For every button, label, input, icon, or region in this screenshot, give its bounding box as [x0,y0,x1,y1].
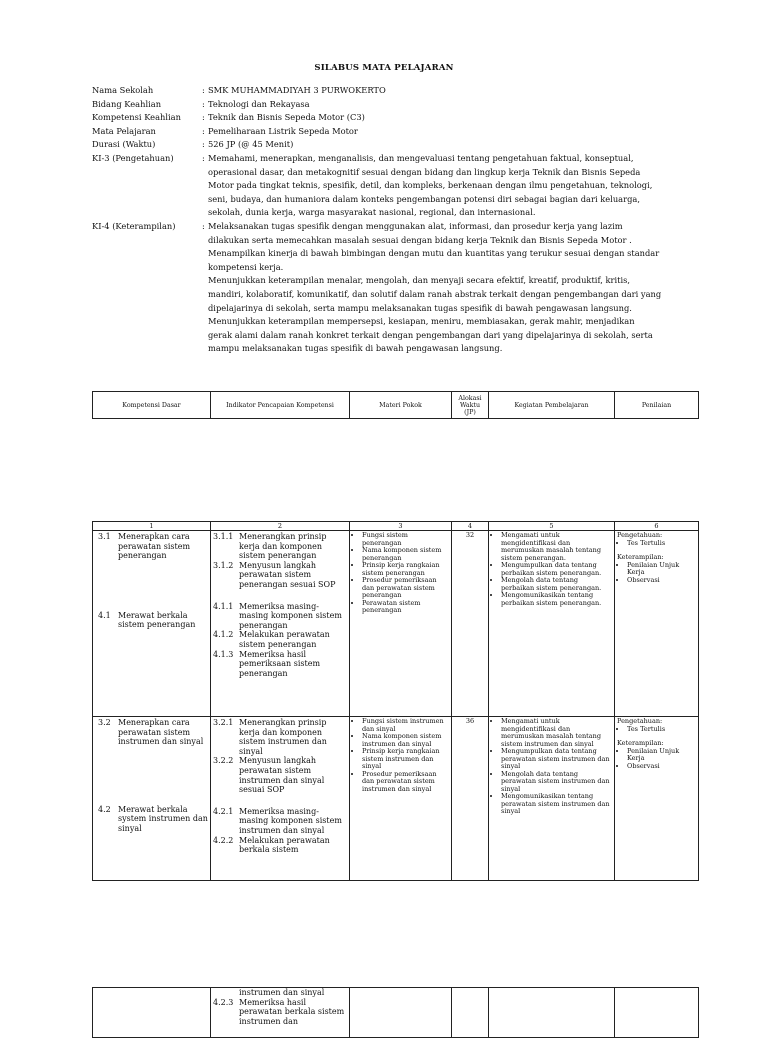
syllabus-table [92,521,699,881]
kd-item: 4.1 Merawat berkala sistem penerangan [98,610,196,630]
indicator-item: 3.1.2 Menyusun langkah perawatan sistem penerangan sesuai SOP [213,560,336,589]
info-row-ki3: KI-3 (Pengetahuan) : Memahami, menerapkan, menganalisis, dan mengevaluasi tentang pengetahuan faktual, konseptual, operasional dasar, dan metakognitif sesuai dengan bidang dan lingkup kerja Teknik dan Bisnis Sepeda Motor pada tingkat teknis, spesifik, detil, dan kompleks, berkenaan dengan ilmu pengetahuan, teknologi, seni, budaya, dan humaniora dalam konteks pengembangan potensi diri sebagai bagian dari keluarga, sekolah, dunia kerja, warga masyarakat nasional, regional, dan internasional. [92,152,702,220]
page-title: SILABUS MATA PELAJARAN [314,63,454,73]
indicator-item: 4.2.3 Memeriksa hasil perawatan berkala sistem instrumen dan [213,997,345,1026]
info-block [92,84,702,356]
kegiatan-list: • Mengamati untuk mengidentifikasi dan merumuskan masalah tentang sistem instrumen dan sinyal • Mengumpulkan data tentang perawatan sistem instrumen dan sinyal • Mengolah data tentang perawatan sistem instrumen dan sinyal • Mengomunikasikan tentang perawatan sistem instrumen dan sinyal [491,718,612,816]
info-row-field: Bidang Keahlian : Teknologi dan Rekayasa [92,98,310,109]
indicator-item: 4.2.2 Melakukan perawatan berkala sistem [213,835,330,855]
column-number-row: 1 2 3 4 5 6 [93,522,699,531]
col-header-alokasi: Alokasi Waktu (JP) [452,392,489,419]
continuation-table [92,987,699,1038]
info-row-school: Nama Sekolah : SMK MUHAMMADIYAH 3 PURWOKERTO [92,85,386,95]
info-row-competency: Kompetensi Keahlian : Teknik dan Bisnis Sepeda Motor (C3) [92,112,365,123]
materi-list: • Fungsi sistem penerangan • Nama komponen sistem penerangan • Prinsip kerja rangkaian sistem penerangan • Prosedur pemeriksaan dan perawatan sistem penerangan • Perawatan sistem penerangan [352,532,449,615]
col-header-indikator: Indikator Pencapaian Kompetensi [211,392,350,419]
col-header-materi: Materi Pokok [350,392,452,419]
table-row [93,531,699,717]
alokasi-value: 36 [452,717,489,881]
indicator-item: 3.2.1 Menerangkan prinsip kerja dan komponen sistem instrumen dan sinyal [213,718,327,756]
table-row [93,717,699,881]
penilaian-cell: Pengetahuan: • Tes Tertulis Keterampilan: • Penilaian Unjuk Kerja • Observasi [615,531,699,717]
col-header-kegiatan: Kegiatan Pembelajaran [489,392,615,419]
alokasi-value: 32 [452,531,489,717]
penilaian-cell: Pengetahuan: • Tes Tertulis Keterampilan: • Penilaian Unjuk Kerja • Observasi [615,717,699,881]
indicator-item: 4.1.3 Memeriksa hasil pemeriksaan sistem penerangan [213,649,321,678]
indicator-item: 4.1.1 Memeriksa masing-masing komponen sistem penerangan [213,601,342,630]
ki3-text: Memahami, menerapkan, menganalisis, dan mengevaluasi tentang pengetahuan faktual, konseptual, operasional dasar, dan metakognitif sesuai dengan bidang dan lingkup kerja Teknik dan Bisnis Sepeda Motor pada tingkat teknis, spesifik, detil, dan kompleks, berkenaan dengan ilmu pengetahuan, teknologi, seni, budaya, dan humaniora dalam konteks pengembangan potensi diri sebagai bagian dari keluarga, sekolah, dunia kerja, warga masyarakat nasional, regional, dan internasional. [208,152,653,218]
table-row [93,988,699,1038]
kd-item: 3.2 Menerapkan cara perawatan sistem instrumen dan sinyal [98,718,204,747]
col-header-penilaian: Penilaian [615,392,699,419]
info-row-duration: Durasi (Waktu) : 526 JP (@ 45 Menit) [92,139,294,150]
kd-item: 3.1 Menerapkan cara perawatan sistem penerangan [98,532,191,561]
kd-item: 4.2 Merawat berkala system instrumen dan sinyal [98,804,208,833]
indicator-item: 3.1.1 Menerangkan prinsip kerja dan komponen sistem penerangan [213,532,327,561]
kegiatan-list: • Mengamati untuk mengidentifikasi dan merumuskan masalah tentang sistem penerangan. • Mengumpulkan data tentang perbaikan sistem penerangan. • Mengolah data tentang perbaikan sistem penerangan. • Mengomunikasikan tentang perbaikan sistem penerangan. [491,532,612,607]
indicator-item: instrumen dan sinyal [239,988,325,997]
indicator-item: 3.2.2 Menyusun langkah perawatan sistem instrumen dan sinyal sesuai SOP [213,756,325,795]
info-row-ki4: KI-4 (Keterampilan) : Melaksanakan tugas spesifik dengan menggunakan alat, informasi, dan prosedur kerja yang lazim dilakukan serta memecahkan masalah sesuai dengan bidang kerja Teknik dan Bisnis Sepeda Motor . Menampilkan kinerja di bawah bimbingan dengan mutu dan kuantitas yang terukur sesuai dengan standar kompetensi kerja. Menunjukkan keterampilan menalar, mengolah, dan menyaji secara efektif, kreatif, produktif, kritis, mandiri, kolaboratif, komunikatif, dan solutif dalam ranah abstrak terkait dengan pengembangan dari yang dipelajarinya di sekolah, serta mampu melaksanakan tugas spesifik di bawah pengawasan langsung. Menunjukkan keterampilan mempersepsi, kesiapan, meniru, membiasakan, gerak mahir, menjadikan gerak alami dalam ranah konkret terkait dengan pengembangan dari yang dipelajarinya di sekolah, serta mampu melaksanakan tugas spesifik di bawah pengawasan langsung. [92,220,702,356]
info-row-subject: Mata Pelajaran : Pemeliharaan Listrik Sepeda Motor [92,125,358,136]
indicator-item: 4.2.1 Memeriksa masing-masing komponen sistem instrumen dan sinyal [213,806,342,835]
col-header-kd: Kompetensi Dasar [93,392,211,419]
ki4-text: Melaksanakan tugas spesifik dengan menggunakan alat, informasi, dan prosedur kerja yang lazim dilakukan serta memecahkan masalah sesuai dengan bidang kerja Teknik dan Bisnis Sepeda Motor . Menampilkan kinerja di bawah bimbingan dengan mutu dan kuantitas yang terukur sesuai dengan standar kompetensi kerja. Menunjukkan keterampilan menalar, mengolah, dan menyaji secara efektif, kreatif, produktif, kritis, mandiri, kolaboratif, komunikatif, dan solutif dalam ranah abstrak terkait dengan pengembangan dari yang dipelajarinya di sekolah, serta mampu melaksanakan tugas spesifik di bawah pengawasan langsung. Menunjukkan keterampilan mempersepsi, kesiapan, meniru, membiasakan, gerak mahir, menjadikan gerak alami dalam ranah konkret terkait dengan pengembangan dari yang dipelajarinya di sekolah, serta mampu melaksanakan tugas spesifik di bawah pengawasan langsung. [208,220,662,354]
indicator-item: 4.1.2 Melakukan perawatan sistem penerangan [213,630,330,649]
header-table [92,391,699,419]
materi-list: • Fungsi sistem instrumen dan sinyal • Nama komponen sistem instrumen dan sinyal • Prinsip kerja rangkaian sistem instrumen dan sinyal • Prosedur pemeriksaan dan perawatan sistem instrumen dan sinyal [352,718,449,793]
